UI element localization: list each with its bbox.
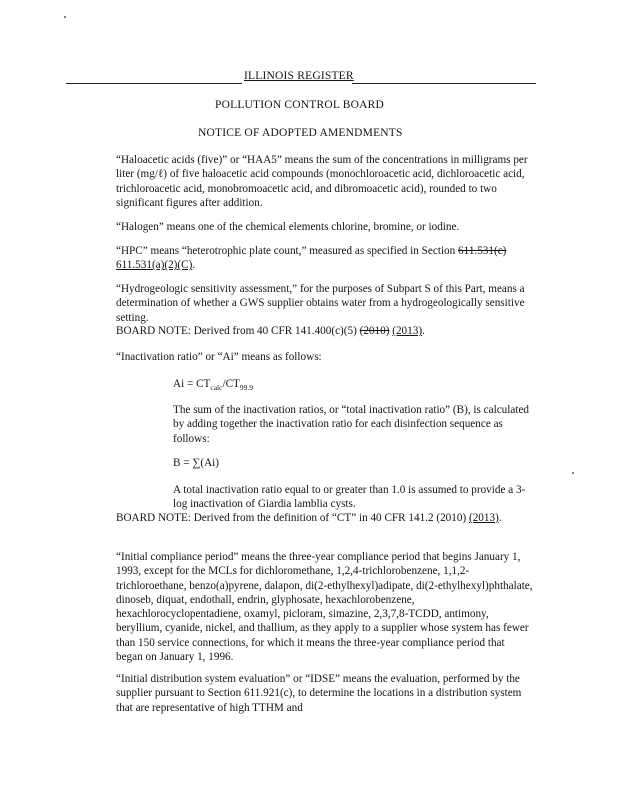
- hydro-note-added-year: (2013): [392, 325, 423, 337]
- hydro-note-text: BOARD NOTE: Derived from 40 CFR 141.400(c)(5): [116, 325, 357, 337]
- register-title: ILLINOIS REGISTER: [244, 70, 354, 82]
- hpc-definition: [116, 244, 534, 273]
- hpc-period: .: [192, 259, 196, 272]
- formula-b: B = ∑(Ai): [173, 457, 219, 469]
- scan-speck: [572, 472, 574, 474]
- hydrogeologic-definition: “Hydrogeologic sensitivity assessment,” for the purposes of Subpart S of this Part, means a determination of whether a GWS supplier obtains water from a hydrogeologically sensitive setting.: [116, 283, 525, 324]
- sum-of-ratios-text: The sum of the inactivation ratios, or “total inactivation ratio” (B), is calculated by adding together the inactivation ratio for each disinfection sequence as follows:: [173, 404, 530, 445]
- initial-compliance-period-definition: “Initial compliance period” means the three-year compliance period that begins January 1, 1993, except for the MCLs for dichloromethane, 1,2,4-trichlorobenzene, 1,1,2-trichloroethane, benzo(a)pyrene, dalapon, di(2-ethylhexyl)adipate, di(2-ethylhexyl)phthalate, dinoseb, diquat, endothall, endrin, glyphosate, hexachlorobenzene, hexachlorocyclopentadiene, oxamyl, picloram, simazine, 2,3,7,8-TCDD, antimony, beryllium, cyanide, nickel, and thallium, as they apply to a supplier whose system has fewer than 150 service connections, for which it means the three-year compliance period that began on January 1, 1996.: [116, 551, 533, 664]
- formula-ai: [173, 377, 533, 391]
- header-rule-left: [66, 83, 242, 84]
- haa5-definition: “Haloacetic acids (five)” or “HAA5” means the sum of the concentrations in milligrams per liter (mg/ℓ) of five haloacetic acid compounds (monochloroacetic acid, dichloroacetic acid, trichloroacetic acid, monobromoacetic acid, and dibromoacetic acid), rounded to two significant figures after addition.: [116, 154, 528, 209]
- scan-speck: [64, 16, 66, 18]
- formula-ai-sub-999: 99.9: [239, 383, 253, 393]
- hpc-added-citation: 611.531(a)(2)(C): [116, 259, 193, 272]
- board-title: POLLUTION CONTROL BOARD: [215, 99, 385, 111]
- hydro-board-note: [116, 324, 534, 338]
- halogen-definition: “Halogen” means one of the chemical elements chlorine, bromine, or iodine.: [116, 221, 460, 233]
- ct-note-period: .: [498, 512, 502, 524]
- total-inactivation-text: A total inactivation ratio equal to or greater than 1.0 is assumed to provide a 3-log inactivation of Giardia lamblia cysts.: [173, 484, 526, 511]
- hydro-note-deleted-year: (2010): [359, 325, 390, 337]
- formula-ai-sub-calc: calc: [210, 383, 223, 393]
- hpc-text: “HPC” means “heterotrophic plate count,” measured as specified in Section: [116, 245, 456, 257]
- hydro-note-period: .: [422, 325, 425, 337]
- header-rule-right: [352, 83, 536, 84]
- ct-note-text: BOARD NOTE: Derived from the definition of “CT” in 40 CFR 141.2 (2010): [116, 512, 467, 524]
- formula-ai-sep: /CT: [222, 378, 240, 390]
- notice-title: NOTICE OF ADOPTED AMENDMENTS: [198, 127, 403, 139]
- ct-board-note: [116, 511, 534, 525]
- inactivation-ratio-intro: “Inactivation ratio” or “Ai” means as follows:: [116, 351, 322, 363]
- ct-note-added-year: (2013): [468, 512, 499, 524]
- hpc-deleted-citation: 611.531(c): [458, 245, 507, 257]
- formula-ai-lhs: Ai = CT: [173, 378, 211, 390]
- idse-definition: “Initial distribution system evaluation” or “IDSE” means the evaluation, performed by the supplier pursuant to Section 611.921(c), to determine the locations in a distribution system that are representative of high TTHM and: [116, 673, 522, 714]
